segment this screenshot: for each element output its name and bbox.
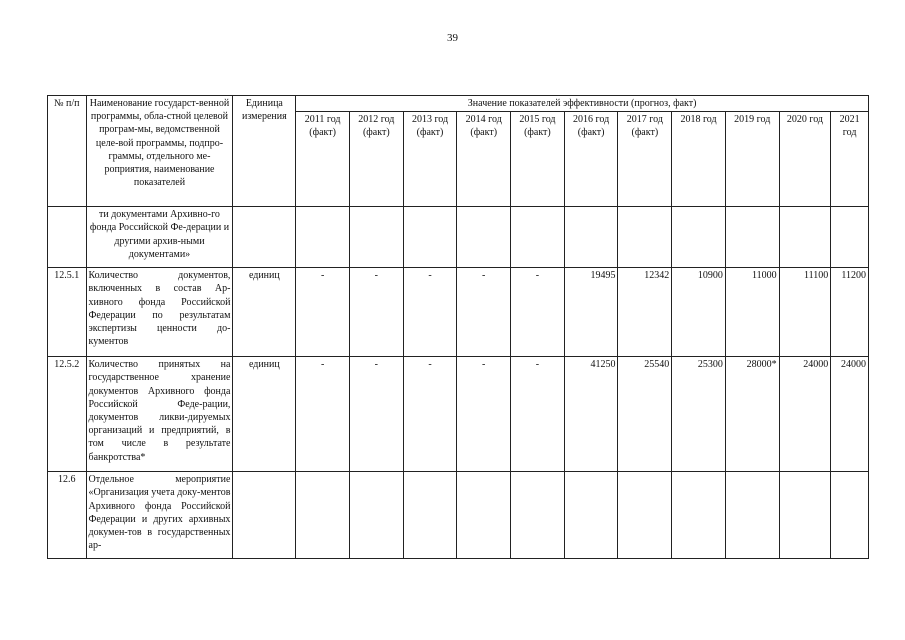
row-name: Отдельное мероприятие «Организация учета доку-ментов Архивного фонда Российской Федерации и других архивных докумен-тов в государственных ар- [86,472,233,559]
row-name: Количество документов, включенных в состав Ар-хивного фонда Российской Федерации по результатам экспертизы ценности до-кументов [86,268,233,357]
header-year-2015: 2015 год (факт) [511,112,565,207]
row-unit: единиц [233,268,296,357]
row-value [618,207,672,268]
row-value: - [403,268,457,357]
row-value [725,207,779,268]
row-unit [233,207,296,268]
row-value: 19495 [564,268,618,357]
header-year-2020: 2020 год [779,112,831,207]
header-year-2011: 2011 год (факт) [296,112,350,207]
row-value [779,472,831,559]
row-value [457,472,511,559]
header-year-2021: 2021 год [831,112,869,207]
row-value [564,207,618,268]
row-value: - [457,357,511,472]
page-number: 39 [447,32,458,44]
table-row [48,268,869,357]
row-value: 11000 [725,268,779,357]
row-value: - [511,357,565,472]
row-name: Количество принятых на государственное хранение документов Архивного фонда Российской Феде-рации, документов ликви-дируемых организаций и предприятий, в том числе в результате банкротства* [86,357,233,472]
row-value: - [349,268,403,357]
row-value: 24000 [831,357,869,472]
table-row [48,472,869,559]
row-value [457,207,511,268]
row-value: - [457,268,511,357]
row-value [511,472,565,559]
header-year-2012: 2012 год (факт) [349,112,403,207]
row-value [779,207,831,268]
row-value: 25540 [618,357,672,472]
table-row [48,357,869,472]
row-value [403,472,457,559]
row-value [831,472,869,559]
row-value: 28000* [725,357,779,472]
row-value: 11200 [831,268,869,357]
row-value: - [296,357,350,472]
row-num: 12.6 [48,472,87,559]
row-name: ти документами Архивно-го фонда Российской Фе-дерации и другими архив-ными документами» [86,207,233,268]
header-unit: Единица измерения [233,96,296,207]
table-row [48,207,869,268]
row-value [296,207,350,268]
header-num: № п/п [48,96,87,207]
header-name: Наименование государст-венной программы, обла-стной целевой програм-мы, ведомственной целе-вой программы, подпро-граммы, отдельного ме-роприятия, наименование показателей [86,96,233,207]
row-value: 24000 [779,357,831,472]
row-value [349,207,403,268]
row-value [618,472,672,559]
header-year-2013: 2013 год (факт) [403,112,457,207]
row-value [672,472,726,559]
row-value [564,472,618,559]
row-value: 25300 [672,357,726,472]
row-num: 12.5.1 [48,268,87,357]
row-unit [233,472,296,559]
row-value [403,207,457,268]
header-year-2018: 2018 год [672,112,726,207]
row-unit: единиц [233,357,296,472]
row-value: - [296,268,350,357]
row-value [511,207,565,268]
row-value [296,472,350,559]
header-year-2019: 2019 год [725,112,779,207]
header-year-2017: 2017 год (факт) [618,112,672,207]
header-year-2016: 2016 год (факт) [564,112,618,207]
row-num [48,207,87,268]
row-value: - [349,357,403,472]
performance-indicators-table [47,95,869,559]
row-value: 10900 [672,268,726,357]
row-value [831,207,869,268]
header-row-1 [48,96,869,112]
row-value [349,472,403,559]
header-year-2014: 2014 год (факт) [457,112,511,207]
row-value: 11100 [779,268,831,357]
row-num: 12.5.2 [48,357,87,472]
row-value: 12342 [618,268,672,357]
row-value: - [403,357,457,472]
row-value: 41250 [564,357,618,472]
row-value: - [511,268,565,357]
row-value [672,207,726,268]
row-value [725,472,779,559]
header-values-group: Значение показателей эффективности (прогноз, факт) [296,96,869,112]
